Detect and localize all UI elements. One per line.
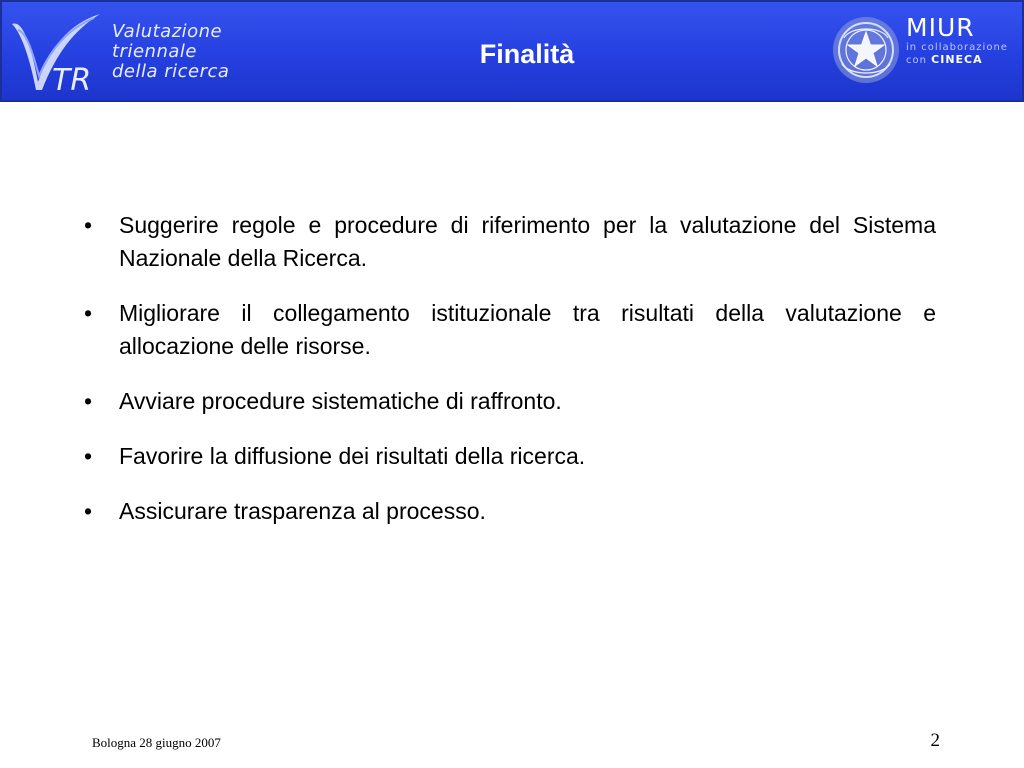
collab-line-2: [906, 54, 1008, 67]
bullet-text: Avviare procedure sistematiche di raffronto.: [119, 388, 562, 414]
vtr-line-3: della ricerca: [112, 61, 230, 82]
bullet-text: Assicurare trasparenza al processo.: [119, 498, 486, 524]
bullet-list: [84, 209, 936, 550]
bullet-item: [84, 495, 936, 528]
bullet-item: [84, 297, 936, 363]
svg-text:TR: TR: [52, 63, 92, 94]
bullet-item: [84, 440, 936, 473]
collab-con: con: [906, 55, 927, 66]
miur-logo: [906, 14, 1008, 67]
bullet-item: [84, 209, 936, 275]
footer-date: Bologna 28 giugno 2007: [92, 735, 221, 750]
miur-name: MIUR: [906, 13, 975, 42]
slide-title: Finalità: [479, 39, 575, 69]
cineca-logo: CINECA: [931, 53, 983, 66]
vtr-line-1: Valutazione: [112, 21, 223, 42]
bullet-item: [84, 385, 936, 418]
vtr-logo: [8, 10, 104, 94]
collab-line-1: in collaborazione: [906, 42, 1008, 53]
bullet-marker: •: [84, 498, 93, 524]
page-number: 2: [930, 730, 940, 751]
vtr-line-2: triennale: [112, 41, 197, 62]
bullet-marker: •: [84, 300, 93, 326]
bullet-text: Migliorare il collegamento istituzionale tra risultati della valutazione e allocazione delle risorse.: [119, 300, 936, 359]
bullet-marker: •: [84, 388, 93, 414]
vtr-wordmark: [112, 22, 229, 82]
slide-header: [0, 0, 1024, 102]
bullet-marker: •: [84, 212, 93, 238]
bullet-marker: •: [84, 443, 93, 469]
bullet-text: Favorire la diffusione dei risultati della ricerca.: [119, 443, 586, 469]
italian-emblem-icon: [830, 14, 902, 86]
bullet-text: Suggerire regole e procedure di riferimento per la valutazione del Sistema Nazionale della Ricerca.: [119, 212, 936, 271]
